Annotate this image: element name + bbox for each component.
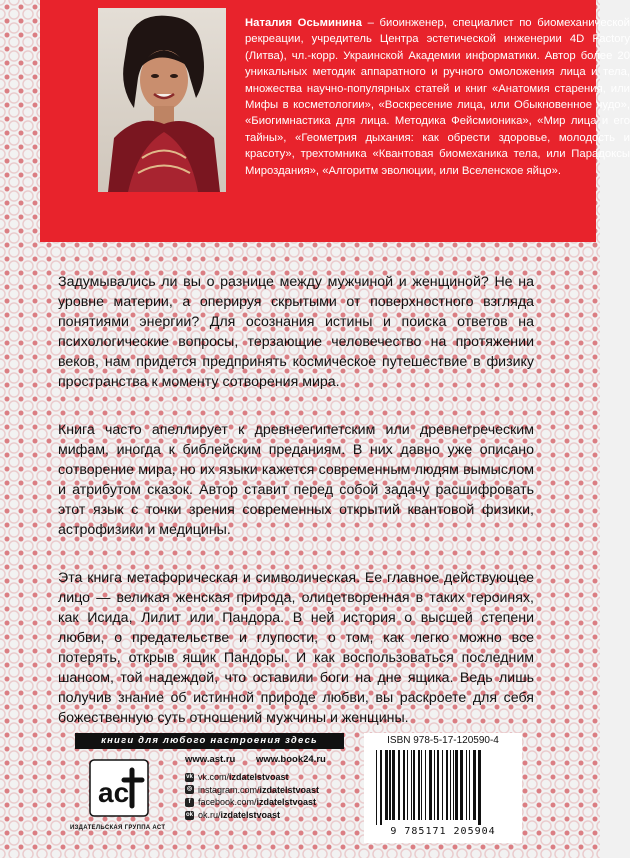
- barcode-bar: [398, 750, 400, 820]
- web-links: [185, 754, 344, 765]
- author-panel: [40, 0, 630, 242]
- barcode-bar: [380, 750, 382, 825]
- social-links: [185, 771, 319, 821]
- social-prefix: facebook.com/: [198, 797, 257, 808]
- barcode-bar: [450, 750, 451, 820]
- social-handle: izdatelstvoast: [229, 772, 289, 782]
- social-link-odnoklassniki[interactable]: [185, 809, 319, 822]
- social-prefix: ok.ru/: [198, 809, 221, 820]
- publisher-group: ИЗДАТЕЛЬСКАЯ ГРУППА АСТ: [70, 825, 166, 831]
- barcode-bar: [411, 750, 412, 820]
- social-handle: izdatelstvoast: [256, 797, 317, 808]
- tagline-bar: книги для любого настроения здесь: [75, 733, 344, 749]
- barcode-bar: [478, 750, 481, 825]
- barcode-bar: [455, 750, 458, 820]
- barcode-bar: [403, 750, 405, 820]
- barcode-bar: [385, 750, 388, 820]
- barcode-bar: [442, 750, 443, 820]
- barcode-number: 9 785171 205904: [390, 826, 496, 837]
- isbn-label: ISBN 978-5-17-120590-4: [387, 735, 499, 746]
- barcode-bar: [473, 750, 476, 820]
- social-link-instagram[interactable]: [185, 784, 319, 797]
- barcode-bar: [413, 750, 415, 820]
- barcode-bar: [460, 750, 463, 820]
- website-book24-link[interactable]: www.book24.ru: [255, 754, 326, 765]
- vk-icon: vk: [186, 773, 193, 780]
- social-prefix: vk.com/: [198, 772, 230, 782]
- social-link-facebook[interactable]: [185, 796, 319, 809]
- social-handle: izdatelstvoast: [259, 784, 320, 795]
- social-handle: izdatelstvoast: [220, 809, 281, 820]
- author-name: Наталия Осьминина: [245, 17, 362, 29]
- main-description: [58, 272, 534, 756]
- barcode-bar: [392, 750, 395, 820]
- barcode-bar: [421, 750, 422, 820]
- odnoklassniki-icon: ok: [185, 811, 193, 818]
- ast-logo: [84, 756, 154, 820]
- social-prefix: instagram.com/: [198, 784, 260, 795]
- barcode-bar: [446, 750, 448, 820]
- barcode: [374, 750, 514, 825]
- barcode-bar: [453, 750, 454, 820]
- author-photo: [98, 8, 226, 192]
- barcode-bar: [469, 750, 470, 820]
- paragraph-2: Книга часто апеллирует к древнеегипетским или древнегреческим мифам, иногда к библейским преданиям. В них давно уже описано сотворение мира, но их языки кажется современным людям вымыслом и атрибутом сказок. Автор ставит перед собой задачу расшифровать этот язык с точки зрения современных открытий квантовой физики, астрофизики и медицины.: [58, 422, 534, 538]
- barcode-bar: [429, 750, 432, 820]
- barcode-bar: [389, 750, 391, 820]
- author-bio: [245, 15, 630, 179]
- svg-text:ас: ас: [98, 777, 130, 808]
- barcode-bar: [376, 750, 377, 825]
- paragraph-1: Задумывались ли вы о разнице между мужчиной и женщиной? Не на уровне материи, а оперируя скрытыми от поверхностного взгляда понятиями энергии? Для осознания истины и поиска ответов на психологические вопросы, терзающие человечество на протяжении веков, нам придется предпринять космическое путешествие в физику пространства к моменту сотворения мира.: [58, 274, 534, 390]
- paragraph-3: Эта книга метафорическая и символическая. Ее главное действующее лицо — великая женская природа, олицетворенная в таких героинях, как Исида, Лилит или Пандора. В ней история о высшей степени любви, о предательстве и глупости, о том, как легко можно все потерять, открыв ящик Пандоры. И как воспользоваться последним шансом, той надеждой, что оставили боги на дне ящика. Ведь лишь получив знание об истинной природе любви, вы раскроете для себя божественную суть отношений мужчины и женщины.: [58, 570, 534, 726]
- author-bio-text: – биоинженер, специалист по биомеханической рекреации, учредитель Центра эстетической инженерии 4D Factory (Литва), чл.-корр. Украинской Академии информатики. Автор более 20 уникальных методик аппаратного и ручного омоложения лица и тела, множества научно-популярных статей и книг «Анатомия старения, или Мифы в косметологии», «Воскресение лица, или Обыкновенное чудо», «Биогимнастика для лица. Методика Фейсмионика», «Мир лица и его тайны», «Геометрия дыхания: как обрести здоровье, молодость и красоту», трехтомника «Квантовая биомеханика тела, или Парадоксы Мироздания», «Алгоритм эволюции, или Вселенское яйцо».: [245, 17, 630, 177]
- barcode-bar: [437, 750, 439, 820]
- facebook-icon: f: [185, 798, 194, 807]
- barcode-bar: [425, 750, 426, 820]
- barcode-bar: [407, 750, 408, 820]
- social-link-vk[interactable]: [185, 771, 319, 784]
- barcode-bar: [418, 750, 420, 820]
- barcode-bar: [434, 750, 435, 820]
- instagram-icon: ◎: [186, 786, 193, 793]
- barcode-bar: [466, 750, 467, 820]
- barcode-box: [364, 733, 522, 843]
- website-ast-link[interactable]: www.ast.ru: [185, 754, 236, 765]
